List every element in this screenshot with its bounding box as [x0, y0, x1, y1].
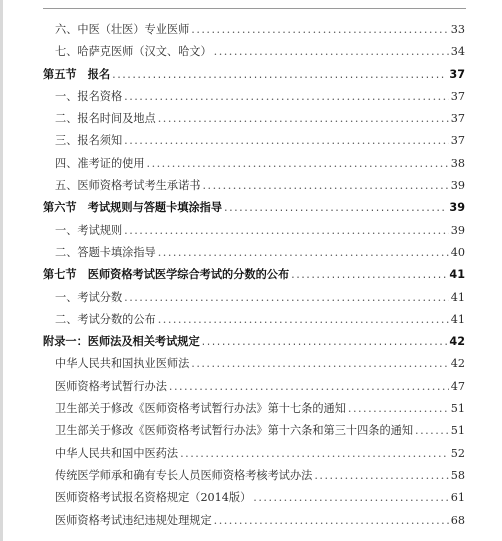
dot-leader	[124, 220, 449, 242]
toc-entry-page: 39	[450, 223, 465, 237]
toc-section-heading[interactable]	[43, 197, 465, 219]
dot-leader	[314, 465, 448, 487]
toc-entry[interactable]	[43, 86, 465, 108]
dot-leader	[147, 153, 449, 175]
toc-section-heading[interactable]	[43, 64, 465, 86]
toc-entry-label: 医师资格考试暂行办法	[55, 379, 167, 393]
toc-entry-label: 医师资格考试违纪违规处理规定	[55, 513, 212, 527]
toc-entry[interactable]	[43, 287, 465, 309]
dot-leader	[169, 376, 449, 398]
toc-entry-label: 二、考试分数的公布	[55, 312, 156, 326]
toc-entry[interactable]	[43, 510, 465, 532]
toc-entry-label: 四、准考证的使用	[55, 156, 145, 170]
toc-entry-label: 二、答题卡填涂指导	[55, 245, 156, 259]
toc-entry-page: 37	[450, 112, 465, 126]
toc-entry[interactable]	[43, 108, 465, 130]
toc-entry[interactable]	[43, 309, 465, 331]
toc-entry-page: 38	[450, 156, 465, 170]
toc-entry-page: 41	[450, 312, 465, 326]
toc-entry-label: 医师资格考试报名资格规定（2014版）	[55, 491, 252, 505]
toc-entry[interactable]	[43, 353, 465, 375]
dot-leader	[158, 309, 449, 331]
dot-leader	[191, 353, 448, 375]
dot-leader	[124, 287, 449, 309]
toc-entry-label: 一、考试规则	[55, 223, 123, 237]
header-rule	[43, 8, 466, 9]
toc-entry-label: 六、中医（壮医）专业医师	[55, 23, 190, 36]
toc-entry-page: 47	[450, 379, 465, 393]
toc-entry-label: 中华人民共和国执业医师法	[55, 357, 190, 371]
toc-entry-page: 68	[450, 513, 465, 527]
toc-appendix-heading[interactable]	[43, 331, 465, 353]
dot-leader	[124, 86, 449, 108]
toc-entry-page: 52	[450, 446, 465, 460]
toc-entry-page: 34	[450, 45, 465, 59]
toc-entry-page: 61	[450, 491, 465, 505]
dot-leader	[202, 175, 448, 197]
toc-entry-label: 三、报名须知	[55, 134, 123, 148]
toc-entry-label: 一、考试分数	[55, 290, 123, 304]
toc-entry-page: 41	[450, 290, 465, 304]
toc-entry-page: 51	[450, 402, 465, 416]
dot-leader	[158, 242, 449, 264]
dot-leader	[158, 108, 449, 130]
toc-entry-page: 37	[450, 89, 465, 103]
toc-entry[interactable]	[43, 175, 465, 197]
toc-entry-page: 58	[450, 468, 465, 482]
toc-entry-label: 卫生部关于修改《医师资格考试暂行办法》第十六条和第三十四条的通知	[55, 424, 414, 438]
toc-entry[interactable]	[43, 41, 465, 63]
dot-leader	[224, 197, 447, 219]
toc-entry-label: 附录一：医师法及相关考试规定	[43, 335, 200, 349]
toc-entry-label: 第六节 考试规则与答题卡填涂指导	[43, 201, 223, 215]
toc-entry-page: 42	[449, 335, 465, 349]
toc-entry-page: 42	[450, 357, 465, 371]
toc-entry-label: 传统医学师承和确有专长人员医师资格考核考试办法	[55, 468, 313, 482]
toc-entry[interactable]	[43, 398, 465, 420]
dot-leader	[415, 420, 449, 442]
dot-leader	[124, 130, 449, 152]
page-gutter	[0, 0, 3, 541]
toc-entry-page: 40	[450, 245, 465, 259]
toc-entry-page: 51	[450, 424, 465, 438]
toc-entry[interactable]	[43, 242, 465, 264]
dot-leader	[348, 398, 449, 420]
toc-entry-page: 39	[449, 201, 465, 215]
toc-entry-label: 第五节 报名	[43, 67, 111, 81]
toc-entry-page: 33	[450, 23, 465, 36]
toc-entry-label: 一、报名资格	[55, 89, 123, 103]
toc-entry-label: 二、报名时间及地点	[55, 112, 156, 126]
toc-entry[interactable]	[43, 19, 465, 41]
toc-entry[interactable]	[43, 376, 465, 398]
toc-entry-label: 五、医师资格考试考生承诺书	[55, 179, 201, 193]
dot-leader	[291, 264, 447, 286]
toc-entry[interactable]	[43, 420, 465, 442]
toc-entry-page: 37	[449, 67, 465, 81]
toc-entry[interactable]	[43, 465, 465, 487]
dot-leader	[180, 443, 449, 465]
toc-entry[interactable]	[43, 220, 465, 242]
table-of-contents	[43, 19, 465, 532]
toc-entry[interactable]	[43, 487, 465, 509]
toc-entry-label: 七、哈萨克医师（汉文、哈文）	[55, 45, 212, 59]
dot-leader	[214, 41, 449, 63]
toc-entry-page: 39	[450, 179, 465, 193]
dot-leader	[191, 19, 448, 41]
dot-leader	[214, 510, 449, 532]
toc-entry[interactable]	[43, 130, 465, 152]
toc-entry-page: 37	[450, 134, 465, 148]
toc-entry-label: 中华人民共和国中医药法	[55, 446, 179, 460]
toc-entry[interactable]	[43, 443, 465, 465]
dot-leader	[253, 487, 448, 509]
toc-entry-page: 41	[449, 268, 465, 282]
dot-leader	[202, 331, 448, 353]
toc-entry[interactable]	[43, 153, 465, 175]
toc-section-heading[interactable]	[43, 264, 465, 286]
dot-leader	[112, 64, 447, 86]
toc-entry-label: 卫生部关于修改《医师资格考试暂行办法》第十七条的通知	[55, 402, 346, 416]
toc-entry-label: 第七节 医师资格考试医学综合考试的分数的公布	[43, 268, 290, 282]
